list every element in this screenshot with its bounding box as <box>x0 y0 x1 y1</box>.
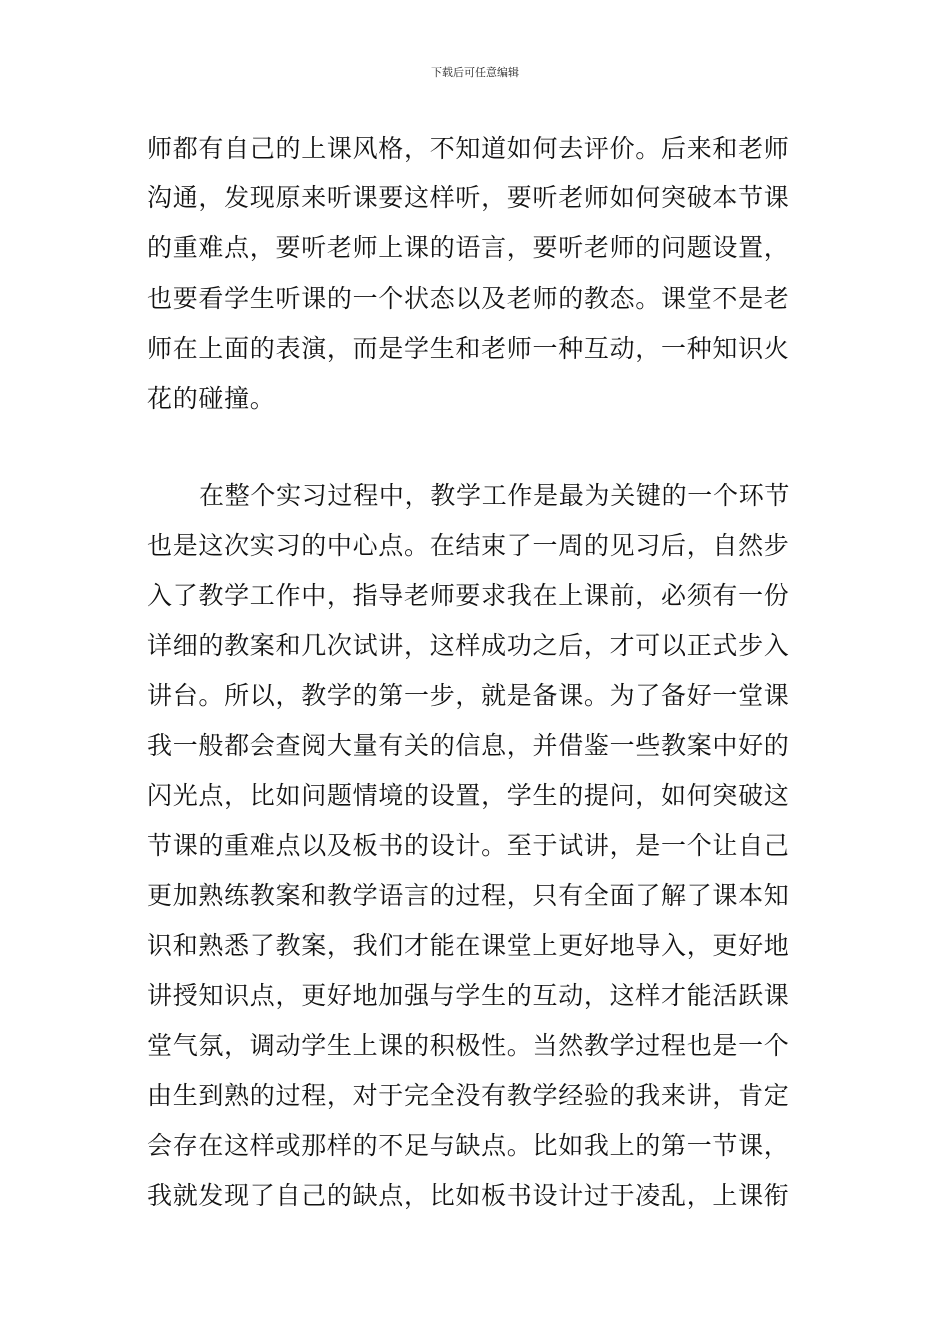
text-line: 也要看学生听课的一个状态以及老师的教态。课堂不是老 <box>147 284 790 313</box>
page-header: 下载后可任意编辑 <box>431 66 519 79</box>
text-line: 我就发现了自己的缺点，比如板书设计过于凌乱，上课衔 <box>147 1181 790 1210</box>
text-line: 我一般都会查阅大量有关的信息，并借鉴一些教案中好的 <box>147 731 790 760</box>
text-line: 由生到熟的过程，对于完全没有教学经验的我来讲，肯定 <box>147 1081 790 1110</box>
text-line: 讲授知识点，更好地加强与学生的互动，这样才能活跃课 <box>147 981 790 1010</box>
text-line: 师都有自己的上课风格，不知道如何去评价。后来和老师 <box>147 134 790 163</box>
text-line: 讲台。所以，教学的第一步，就是备课。为了备好一堂课 <box>147 681 790 710</box>
text-line: 节课的重难点以及板书的设计。至于试讲，是一个让自己 <box>147 831 790 860</box>
text-line: 沟通，发现原来听课要这样听，要听老师如何突破本节课 <box>147 183 790 212</box>
text-line: 会存在这样或那样的不足与缺点。比如我上的第一节课， <box>147 1131 790 1160</box>
text-line: 闪光点，比如问题情境的设置，学生的提问，如何突破这 <box>147 781 790 810</box>
text-line: 更加熟练教案和教学语言的过程，只有全面了解了课本知 <box>147 881 790 910</box>
text-line: 详细的教案和几次试讲，这样成功之后，才可以正式步入 <box>147 631 790 660</box>
text-line: 入了教学工作中，指导老师要求我在上课前，必须有一份 <box>147 581 790 610</box>
text-line: 在整个实习过程中，教学工作是最为关键的一个环节 <box>199 481 791 510</box>
text-line: 也是这次实习的中心点。在结束了一周的见习后，自然步 <box>147 531 790 560</box>
text-line: 师在上面的表演，而是学生和老师一种互动，一种知识火 <box>147 334 790 363</box>
text-line: 堂气氛，调动学生上课的积极性。当然教学过程也是一个 <box>147 1031 790 1060</box>
text-line: 的重难点，要听老师上课的语言，要听老师的问题设置， <box>147 233 790 262</box>
text-line: 识和熟悉了教案，我们才能在课堂上更好地导入，更好地 <box>147 931 790 960</box>
text-line: 花的碰撞。 <box>147 384 276 413</box>
